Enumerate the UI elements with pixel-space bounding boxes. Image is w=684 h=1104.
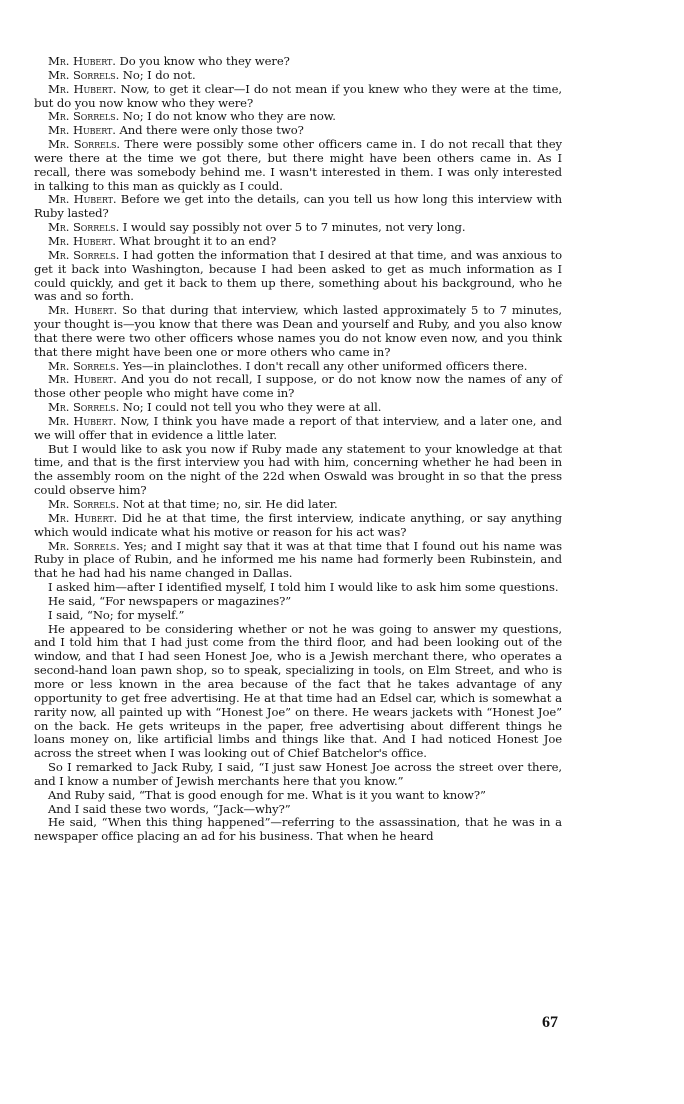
paragraph-text: I would say possibly not over 5 to 7 minutes, not very long. [122,220,466,235]
paragraph-text: Yes; and I might say that it was at that time that I found out his name was Ruby in place of Rubin, and he informed me his name had formerly been Rubinstein, and that he had had his name changed in Dallas. [34,538,562,581]
paragraph [34,235,562,249]
paragraph-text: Not at that time; no, sir. He did later. [122,497,338,511]
speaker-label: Mr. Sorrels. [48,538,120,553]
paragraph-text: Did he at that time, the first interview, indicate anything, or say anything which would indicate what his motive or reason for his act was? [34,510,563,539]
paragraph [34,623,562,761]
paragraph [34,498,562,512]
paragraph [34,193,562,221]
paragraph-text: Now, to get it clear—I do not mean if you knew who they were at the time, but do you now know who they were? [34,81,562,110]
paragraph-text: No; I do not. [122,67,196,82]
speaker-label: Mr. Hubert. [48,303,118,318]
paragraph [34,124,562,138]
paragraph-text: What brought it to an end? [119,233,277,248]
speaker-label: Mr. Sorrels. [48,220,120,235]
paragraph-text: Do you know who they were? [119,54,290,68]
speaker-label: Mr. Hubert. [48,81,117,96]
speaker-label: Mr. Sorrels. [48,109,120,124]
paragraph [34,401,562,415]
paragraph-text: And there were only those two? [119,123,304,138]
speaker-label: Mr. Hubert. [48,233,116,248]
paragraph-text: No; I could not tell you who they were at all. [122,400,382,415]
paragraph [34,443,562,498]
speaker-label: Mr. Sorrels. [48,497,120,511]
paragraph-text: He said, “For newspapers or magazines?” [48,593,292,608]
speaker-label: Mr. Hubert. [48,54,116,68]
paragraph-text: Yes—in plainclothes. I don't recall any other uniformed officers there. [122,358,528,373]
paragraph [34,110,562,124]
paragraph-text: And Ruby said, “That is good enough for me. What is it you want to know?” [48,787,486,802]
paragraph-text: I said, “No; for myself.” [48,607,185,622]
paragraph [34,803,562,817]
paragraph-text: No; I do not know who they are now. [122,109,336,124]
paragraph [34,761,562,789]
paragraph-text: So I remarked to Jack Ruby, I said, “I just saw Honest Joe across the street over there, and I know a number of Jewish merchants here that you know.” [34,760,562,788]
paragraph [34,581,562,595]
paragraph [34,249,562,304]
paragraph [34,138,562,193]
paragraph [34,816,562,844]
paragraph-text: So that during that interview, which lasted approximately 5 to 7 minutes, your thought is—you know that there was Dean and yourself and Ruby, and you also know that there were two other officers whose names you do not know even now, and you think that there might have been one or more others who came in? [34,303,563,359]
speaker-label: Mr. Sorrels. [48,400,120,415]
paragraph [34,55,562,69]
paragraph-text: There were possibly some other officers came in. I do not recall that they were there at the time we got there, but there might have been others came in. As I recall, there was somebody behind me. I wasn't interested in them. I was only interested in talking to this man as quickly as I could. [34,137,562,193]
paragraph [34,304,562,359]
speaker-label: Mr. Hubert. [48,413,117,428]
speaker-label: Mr. Hubert. [48,192,117,207]
speaker-label: Mr. Hubert. [48,372,117,387]
paragraph-text: Now, I think you have made a report of that interview, and a later one, and we will offer that in evidence a little later. [34,413,562,442]
speaker-label: Mr. Sorrels. [48,137,121,152]
paragraph-text: And you do not recall, I suppose, or do not know now the names of any of those other people who might have come in? [34,372,562,401]
paragraph [34,69,562,83]
paragraph [34,512,562,540]
paragraph-text: And I said these two words, “Jack—why?” [48,801,291,816]
paragraph-text: He appeared to be considering whether or not he was going to answer my questions, and I told him that I had just come from the third floor, and had been looking out of the window, and that I had seen Honest Joe, who is a Jewish merchant there, who operates a second-hand loan pawn shop, so to speak, specializing in tools, on Elm Street, and who is more or less known in the area because of the fact that he takes advantage of any opportunity to get free advertising. He at that time had an Edsel car, which is somewhat a rarity now, all painted up with “Honest Joe” on there. He wears jackets with “Honest Joe” on the back. He gets writeups in the paper, free advertising about different things he loans money on, like artificial limbs and things like that. And I had noticed Honest Joe across the street when I was looking out of Chief Batchelor's office. [34,621,562,761]
paragraph-text: Before we get into the details, can you tell us how long this interview with Ruby lasted? [34,192,562,221]
speaker-label: Mr. Sorrels. [48,247,120,262]
speaker-label: Mr. Hubert. [48,510,118,525]
speaker-label: Mr. Sorrels. [48,67,120,82]
paragraph [34,595,562,609]
paragraph [34,373,562,401]
paragraph [34,221,562,235]
paragraph [34,609,562,623]
speaker-label: Mr. Sorrels. [48,358,120,373]
transcript-body [34,55,562,844]
speaker-label: Mr. Hubert. [48,123,116,138]
paragraph [34,83,562,111]
paragraph [34,540,562,582]
page-number: 67 [542,1014,558,1031]
paragraph [34,360,562,374]
paragraph-text: I asked him—after I identified myself, I told him I would like to ask him some questions. [48,580,559,595]
paragraph-text: I had gotten the information that I desired at that time, and was anxious to get it back into Washington, because I had been asked to get as much information as I could quickly, and get it back to them up there, something about his background, who he was and so forth. [34,247,563,304]
paragraph-text: He said, “When this thing happened”—referring to the assassination, that he was in a newspaper office placing an ad for his business. That when he heard [34,815,562,844]
paragraph [34,415,562,443]
paragraph [34,789,562,803]
paragraph-text: But I would like to ask you now if Ruby made any statement to your knowledge at that time, and that is the first interview you had with him, concerning whether he had been in the assembly room on the night of the 22d when Oswald was brought in so that the press could observe him? [34,441,562,498]
